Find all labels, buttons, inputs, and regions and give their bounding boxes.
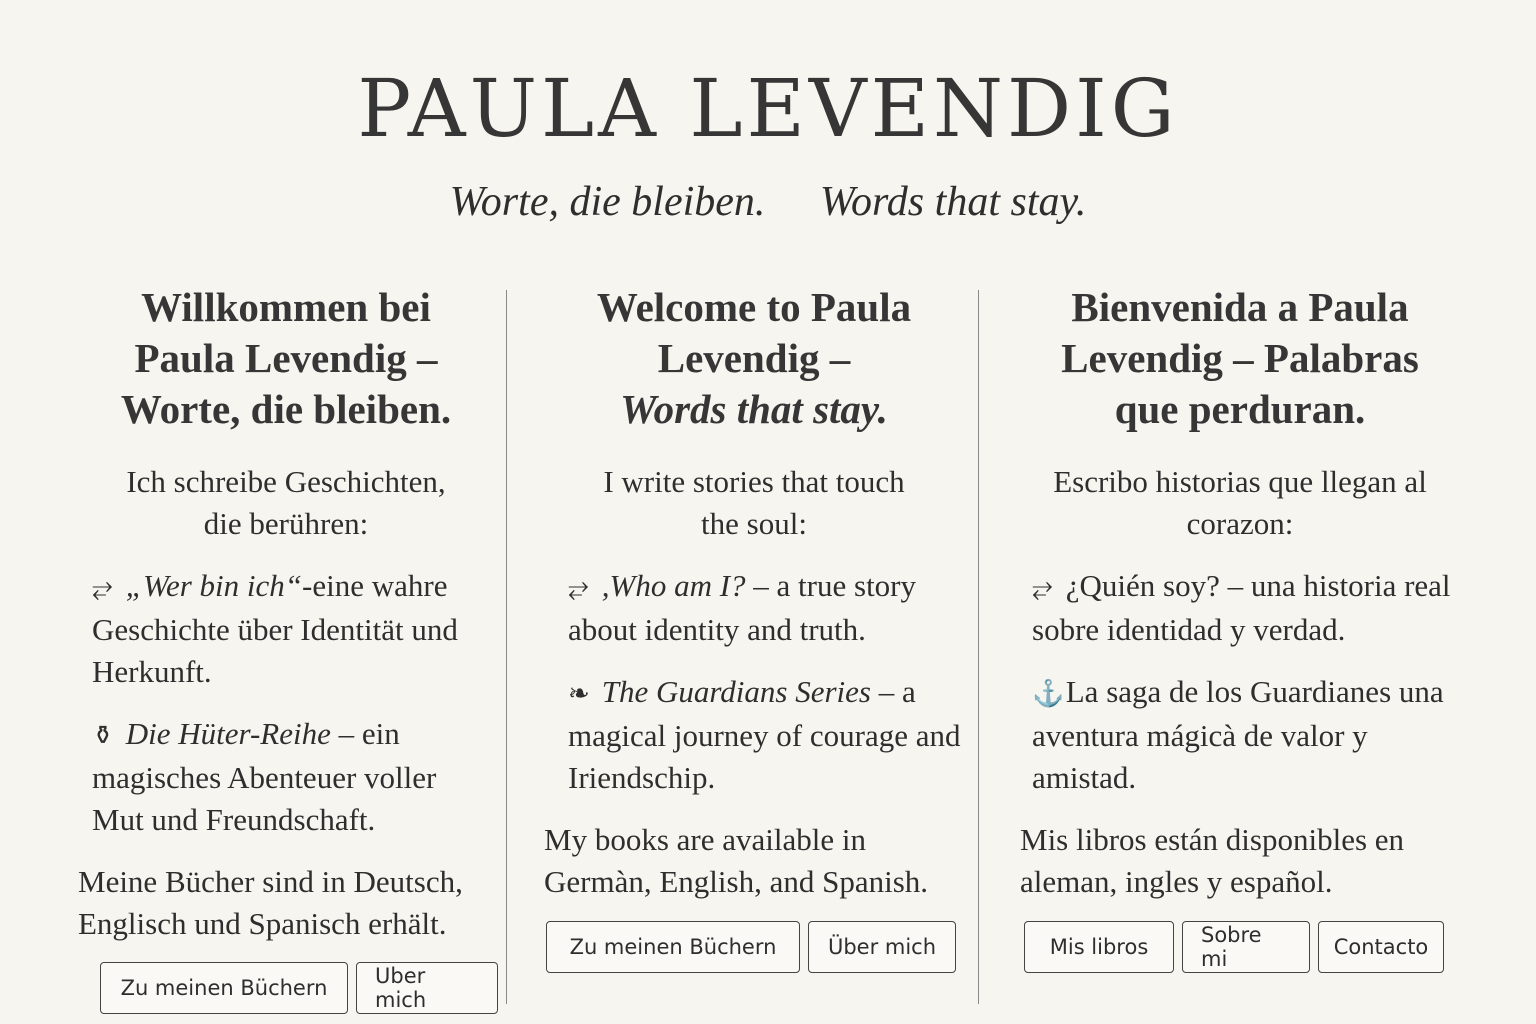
book-item: ⥂ ,Who am I? – a true story about identity and truth. [568, 568, 917, 647]
availability-text: My books are available in Germàn, English, and Spanish. [544, 822, 929, 899]
book-title[interactable]: ,Who am I? [601, 568, 746, 603]
column-divider [506, 290, 507, 1004]
intro-text: Escribo historias que llegan al corazon: [1053, 464, 1427, 541]
heading-german: Willkommen bei Paula Levendig – Worte, die bleiben. [120, 284, 452, 432]
book-description[interactable]: ¿Quién soy? – una historia real sobre identidad y verdad. [1032, 568, 1451, 647]
book-description[interactable]: La saga de los Guardianes una aventura mágicà de valor y amistad. [1032, 674, 1444, 795]
button-group-spanish [1024, 921, 1444, 973]
swirl-icon: ⥂ [92, 573, 113, 602]
contact-button[interactable]: Contacto [1318, 921, 1444, 973]
book-item [1020, 565, 1460, 651]
intro-text: I write stories that touch the soul: [603, 464, 905, 541]
anchor-icon: ⚓ [1032, 679, 1065, 708]
heading-spanish: Bienvenida a Paula Levendig – Palabras que perduran. [1061, 284, 1419, 432]
tagline-english: Words that stay. [819, 179, 1087, 225]
button-group-german [100, 962, 498, 1014]
my-books-button[interactable]: Zu meinen Büchern [546, 921, 800, 973]
book-title[interactable]: „Wer bin ich“ [125, 568, 303, 603]
column-english [544, 282, 964, 903]
column-spanish [1020, 282, 1460, 903]
ornament-icon: ❧ [568, 679, 590, 708]
book-title[interactable]: The Guardians Series [601, 674, 871, 709]
book-item [1020, 671, 1460, 799]
book-title[interactable]: Die Hüter-Reihe [125, 716, 331, 751]
about-me-button[interactable]: Uber mich [356, 962, 498, 1014]
heading-english: Welcome to Paula Levendig – Words that stay. [596, 284, 912, 432]
swirl-icon: ⥂ [568, 573, 589, 602]
book-item: ⥂ „Wer bin ich“-eine wahre Geschichte über Identität und Herkunft. [92, 568, 458, 689]
about-me-button[interactable]: Über mich [808, 921, 956, 973]
swirl-icon: ⥂ [1032, 573, 1053, 602]
taglines [0, 178, 1536, 226]
about-me-button[interactable]: Sobre mi [1182, 921, 1310, 973]
book-item: ❧ The Guardians Series – a magical journey of courage and Iriendschip. [568, 674, 961, 795]
button-group-english [546, 921, 956, 973]
intro-text: Ich schreibe Geschichten, die berühren: [126, 464, 446, 541]
tagline-german: Worte, die bleiben. [449, 179, 766, 225]
column-divider [978, 290, 979, 1004]
my-books-button[interactable]: Zu meinen Büchern [100, 962, 348, 1014]
column-german [78, 282, 494, 945]
book-item: ⚱ Die Hüter-Reihe – ein magisches Abenteuer voller Mut und Freundschaft. [92, 716, 437, 837]
my-books-button[interactable]: Mis libros [1024, 921, 1174, 973]
availability-text: Meine Bücher sind in Deutsch, Englisch und Spanisch erhält. [78, 864, 463, 941]
availability-text: Mis libros están disponibles en aleman, ingles y español. [1020, 822, 1405, 899]
site-title: PAULA LEVENDIG [357, 62, 1179, 155]
vase-icon: ⚱ [92, 721, 114, 750]
